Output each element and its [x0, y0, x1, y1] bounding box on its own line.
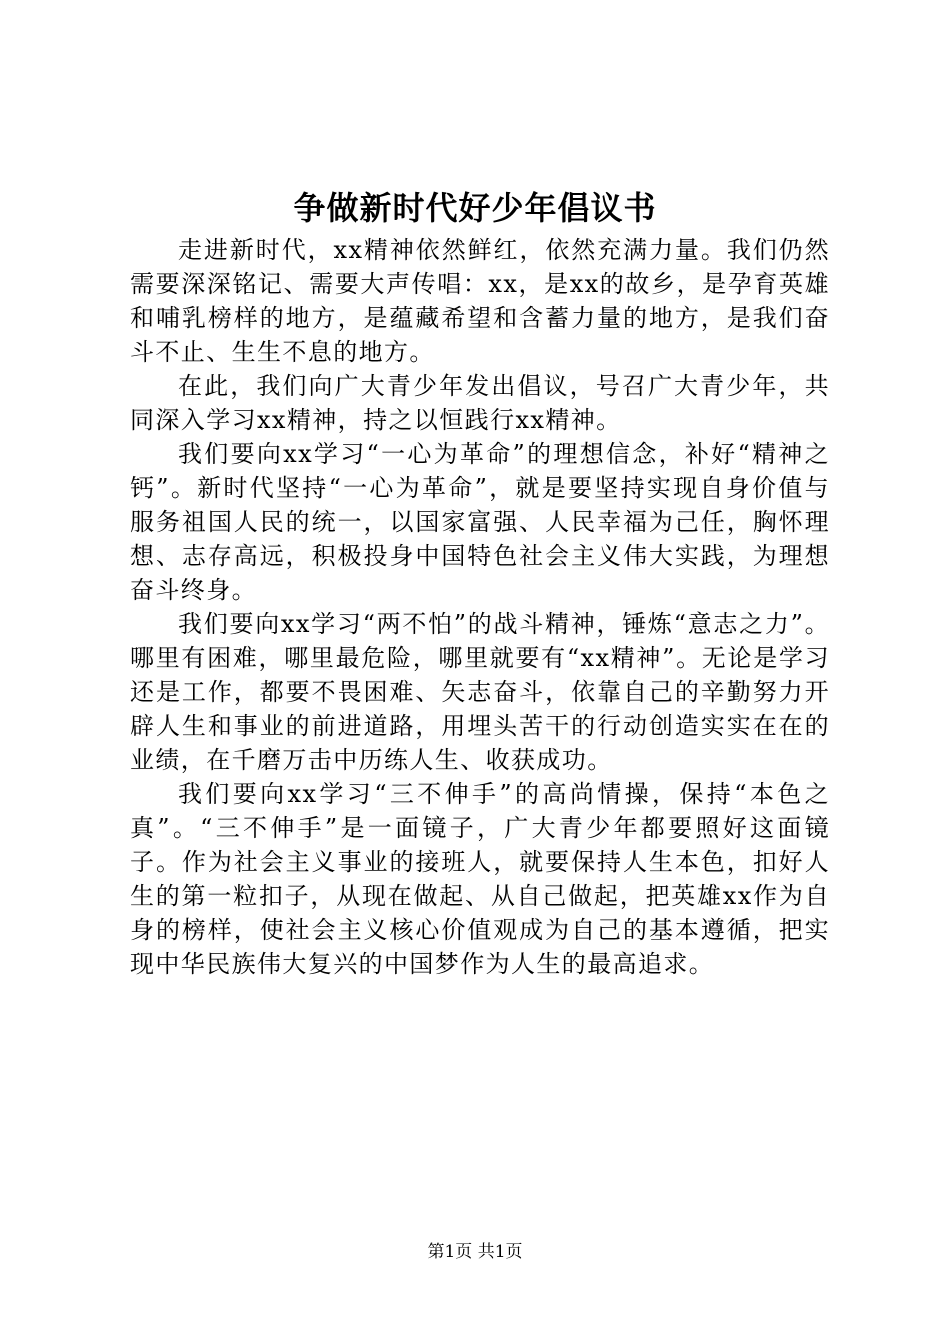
paragraph-4: 我们要向xx学习“两不怕”的战斗精神，锤炼“意志之力”。哪里有困难，哪里最危险，哪里就要有“xx精神”。无论是学习还是工作，都要不畏困难、矢志奋斗，依靠自己的辛勤努力开辟人生和事业的前进道路，用埋头苦干的行动创造实实在在的业绩，在千磨万击中历练人生、收获成功。 — [130, 610, 830, 774]
document-body — [130, 233, 830, 981]
paragraph-2: 在此，我们向广大青少年发出倡议，号召广大青少年，共同深入学习xx精神，持之以恒践行xx精神。 — [130, 372, 830, 434]
page-number-footer: 第1页 共1页 — [427, 1242, 523, 1262]
paragraph-1: 走进新时代，xx精神依然鲜红，依然充满力量。我们仍然需要深深铭记、需要大声传唱：xx，是xx的故乡，是孕育英雄和哺乳榜样的地方，是蕴藏希望和含蓄力量的地方，是我们奋斗不止、生生不息的地方。 — [130, 236, 830, 366]
paragraph-3: 我们要向xx学习“一心为革命”的理想信念，补好“精神之钙”。新时代坚持“一心为革命”，就是要坚持实现自身价值与服务祖国人民的统一，以国家富强、人民幸福为己任，胸怀理想、志存高远，积极投身中国特色社会主义伟大实践，为理想奋斗终身。 — [130, 440, 830, 604]
document-title: 争做新时代好少年倡议书 — [293, 189, 657, 227]
paragraph-5: 我们要向xx学习“三不伸手”的高尚情操，保持“本色之真”。“三不伸手”是一面镜子，广大青少年都要照好这面镜子。作为社会主义事业的接班人，就要保持人生本色，扣好人生的第一粒扣子，从现在做起、从自己做起，把英雄xx作为自身的榜样，使社会主义核心价值观成为自己的基本遵循，把实现中华民族伟大复兴的中国梦作为人生的最高追求。 — [130, 780, 830, 978]
